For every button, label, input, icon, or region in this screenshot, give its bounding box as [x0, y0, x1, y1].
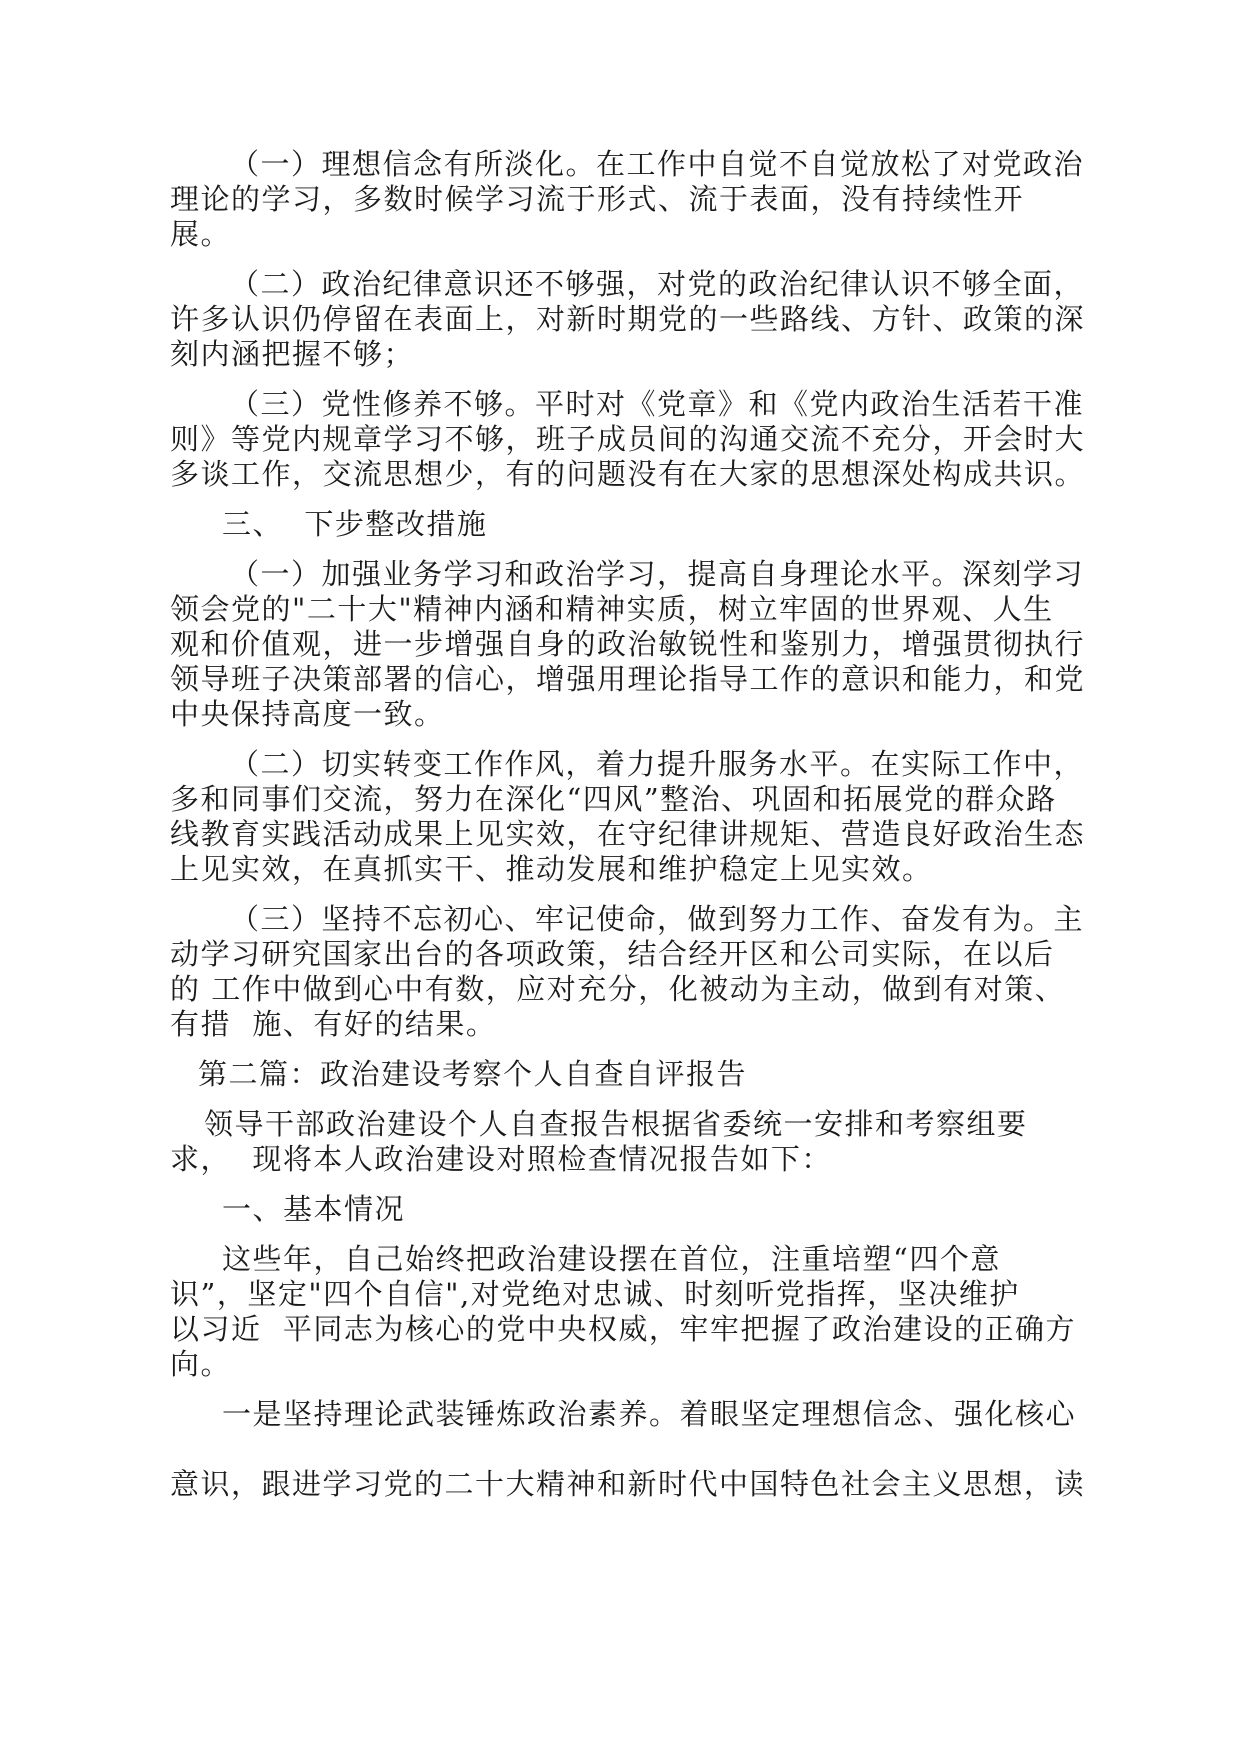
text-line: 展。	[170, 217, 232, 251]
text-line: （三）党性修养不够。平时对《党章》和《党内政治生活若干准	[230, 387, 1085, 421]
text-line: 向。	[170, 1347, 232, 1381]
text-line: 线教育实践活动成果上见实效，在守纪律讲规矩、营造良好政治生态	[170, 817, 1086, 851]
text-line: 许多认识仍停留在表面上，对新时期党的一些路线、方针、政策的深	[170, 302, 1086, 336]
text-line: 有措 施、有好的结果。	[170, 1007, 497, 1041]
text-line: 中央保持高度一致。	[170, 697, 445, 731]
text-line: （二）政治纪律意识还不够强，对党的政治纪律认识不够全面，	[230, 267, 1085, 301]
text-line: 领导干部政治建设个人自查报告根据省委统一安排和考察组要	[204, 1107, 1028, 1141]
text-line: 上见实效，在真抓实干、推动发展和维护稳定上见实效。	[170, 852, 933, 886]
text-line: 多谈工作，交流思想少，有的问题没有在大家的思想深处构成共识。	[170, 457, 1086, 491]
text-line: 领导班子决策部署的信心，增强用理论指导工作的意识和能力，和党	[170, 662, 1086, 696]
text-line: 求， 现将本人政治建设对照检查情况报告如下：	[170, 1142, 832, 1176]
section-heading: 一、基本情况	[222, 1192, 406, 1226]
text-line: 意识，跟进学习党的二十大精神和新时代中国特色社会主义思想，读	[170, 1467, 1086, 1501]
text-line: 多和同事们交流，努力在深化“四风”整治、巩固和拓展党的群众路	[170, 782, 1057, 816]
section-heading: 三、 下步整改措施	[222, 507, 488, 541]
text-line: 理论的学习，多数时候学习流于形式、流于表面，没有持续性开	[170, 182, 1025, 216]
text-line: 识”，坚定"四个自信",对党绝对忠诚、时刻听党指挥，坚决维护	[170, 1277, 1020, 1311]
text-line: 一是坚持理论武装锤炼政治素养。着眼坚定理想信念、强化核心	[222, 1397, 1077, 1431]
text-line: 刻内涵把握不够；	[170, 337, 415, 371]
text-line: （一）加强业务学习和政治学习，提高自身理论水平。深刻学习	[230, 557, 1085, 591]
text-line: 动学习研究国家出台的各项政策，结合经开区和公司实际，在以后	[170, 937, 1055, 971]
text-line: 的 工作中做到心中有数，应对充分，化被动为主动，做到有对策、	[170, 972, 1066, 1006]
text-line: 观和价值观，进一步增强自身的政治敏锐性和鉴别力，增强贯彻执行	[170, 627, 1086, 661]
text-line: （三）坚持不忘初心、牢记使命，做到努力工作、奋发有为。主	[230, 902, 1085, 936]
text-line: 以习近 平同志为核心的党中央权威，牢牢把握了政治建设的正确方	[170, 1312, 1076, 1346]
text-line: 则》等党内规章学习不够，班子成员间的沟通交流不充分，开会时大	[170, 422, 1086, 456]
chapter-title: 第二篇：政治建设考察个人自查自评报告	[198, 1057, 748, 1091]
text-line: 这些年，自己始终把政治建设摆在首位，注重培塑“四个意	[222, 1242, 1001, 1276]
text-line: （二）切实转变工作作风，着力提升服务水平。在实际工作中，	[230, 747, 1085, 781]
text-line: （一）理想信念有所淡化。在工作中自觉不自觉放松了对党政治	[230, 147, 1085, 181]
text-line: 领会党的"二十大"精神内涵和精神实质，树立牢固的世界观、人生	[170, 592, 1054, 626]
